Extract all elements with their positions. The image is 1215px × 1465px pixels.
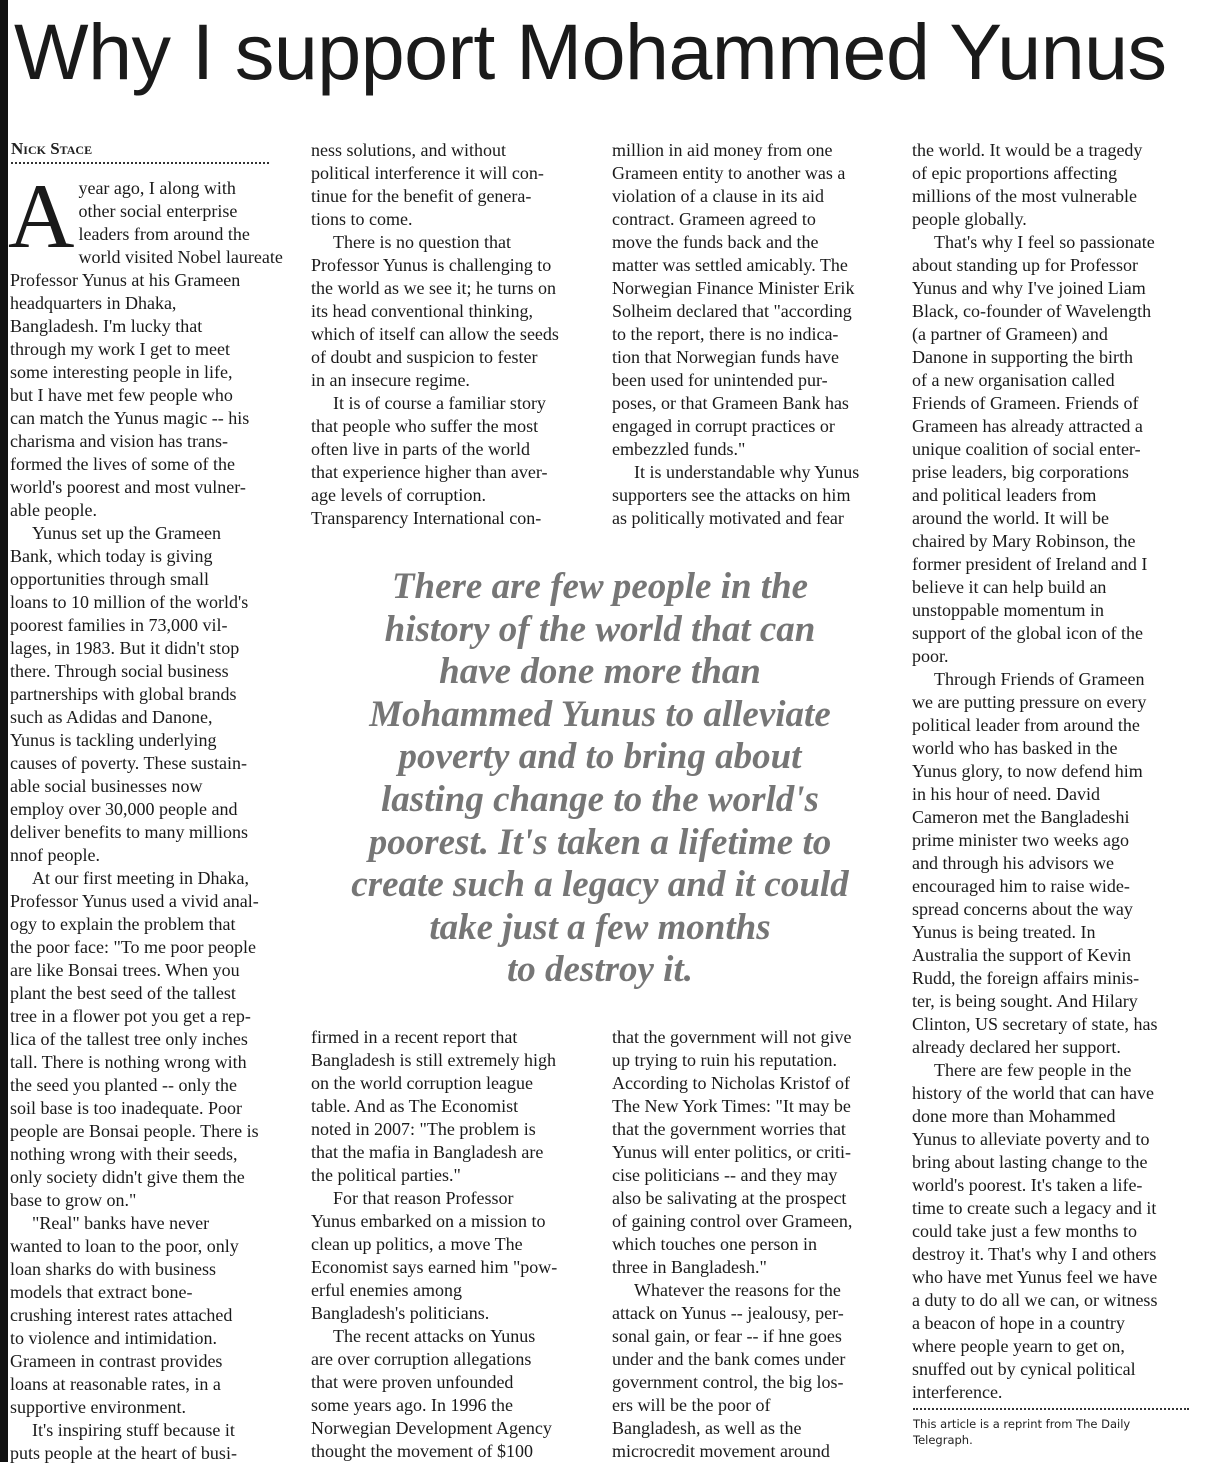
article-paragraph: the world. It would be a tragedy of epic proportions affecting millions of the most vulnerable people globally. xyxy=(912,140,1143,229)
article-paragraph: year ago, I along with other social enterprise leaders from around the world visited Nobel laureate Professor Yunus at his Grameen headquarters in Dhaka, Bangladesh. I'm lucky that through my work I get to meet some interesting people in life, but I have met few people who can match the Yunus magic -- his charisma and vision has trans- formed the lives of some of the world's poorest and most vulner- able people. xyxy=(10,178,283,520)
column-3-bottom xyxy=(612,1026,902,1463)
drop-cap: A xyxy=(8,165,75,267)
article-paragraph: Through Friends of Grameen we are putting pressure on every political leader from around the world who has basked in the Yunus glory, to now defend him in his hour of need. David Cameron met the Bangladeshi prime minister two weeks ago and through his advisors we encouraged him to raise wide- spread concerns about the way Yunus is being treated. In Australia the support of Kevin Rudd, the foreign affairs minis- ter, is being sought. And Hilary Clinton, US secretary of state, has already declared her support. xyxy=(912,669,1158,1057)
column-3-top xyxy=(612,139,902,530)
pull-quote: There are few people in the history of the world that can have done more than Mohammed Yunus to alleviate poverty and to bring about lasting change to the world's poorest. It's taken a lifetime to create such a legacy and it could take just a few months to destroy it. xyxy=(351,566,849,991)
article-paragraph: There is no question that Professor Yunus is challenging to the world as we see it; he turns on its head conventional thinking, which of itself can allow the seeds of doubt and suspicion to fester in an insecure regime. xyxy=(311,232,559,390)
article-paragraph: Yunus set up the Grameen Bank, which today is giving opportunities through small loans to 10 million of the world's poorest families in 73,000 vil- lages, in 1983. But it didn't stop there. Through social business partnerships with global brands such as Adidas and Danone, Yunus is tackling underlying causes of poverty. These sustain- able social businesses now employ over 30,000 people and deliver benefits to many millions nnof people. xyxy=(10,523,249,865)
column-4 xyxy=(912,139,1202,1404)
article-paragraph: ness solutions, and without political interference it will con- tinue for the benefit of genera- tions to come. xyxy=(311,140,544,229)
page-edge-bar xyxy=(0,0,8,1462)
article-paragraph: At our first meeting in Dhaka, Professor Yunus used a vivid anal- ogy to explain the problem that the poor face: "To me poor people are like Bonsai trees. When you plant the best seed of the tallest tree in a flower pot you get a rep- lica of the tallest tree only inches tall. There is nothing wrong with the seed you planted -- only the soil base is too inadequate. Poor people are Bonsai people. There is nothing wrong with their seeds, only society didn't give them the base to grow on." xyxy=(10,868,259,1210)
column-2-bottom xyxy=(311,1026,601,1463)
reprint-note: This article is a reprint from The Daily Telegraph. xyxy=(913,1408,1189,1448)
article-paragraph: It is of course a familiar story that people who suffer the most often live in parts of the world that experience higher than aver- age levels of corruption. Transparency International con- xyxy=(311,393,548,528)
column-1 xyxy=(8,165,300,1465)
article-paragraph: that the government will not give up trying to ruin his reputation. According to Nicholas Kristof of The New York Times: "It may be that the government worries that Yunus will enter politics, or criti- cise politicians -- and they may also be salivating at the prospect of gaining control over Grameen, which touches one person in three in Bangladesh." xyxy=(612,1027,853,1277)
article-paragraph: It's inspiring stuff because it puts people at the heart of busi- xyxy=(10,1420,237,1463)
article-paragraph: The recent attacks on Yunus are over corruption allegations that were proven unfounded some years ago. In 1996 the Norwegian Development Agency thought the movement of $100 xyxy=(311,1326,552,1461)
column-2-top xyxy=(311,139,601,530)
article-paragraph: firmed in a recent report that Bangladesh is still extremely high on the world corruption league table. And as The Economist noted in 2007: "The problem is that the mafia in Bangladesh are the political parties." xyxy=(311,1027,556,1185)
article-paragraph: There are few people in the history of the world that can have done more than Mohammed Yunus to alleviate poverty and to bring about lasting change to the world's poorest. It's taken a life- time to create such a legacy and it could take just a few months to destroy it. That's why I and others who have met Yunus feel we have a duty to do all we can, or witness a beacon of hope in a country where people yearn to get on, snuffed out by cynical political interference. xyxy=(912,1060,1158,1402)
headline: Why I support Mohammed Yunus xyxy=(14,7,1167,96)
byline: Nick Stace xyxy=(11,139,269,164)
article-paragraph: million in aid money from one Grameen entity to another was a violation of a clause in its aid contract. Grameen agreed to move the funds back and the matter was settled amicably. The Norwegian Finance Minister Erik Solheim declared that "according to the report, there is no indica- tion that Norwegian funds have been used for unintended pur- poses, or that Grameen Bank has engaged in corrupt practices or embezzled funds." xyxy=(612,140,855,459)
article-paragraph: It is understandable why Yunus supporters see the attacks on him as politically motivated and fear xyxy=(612,462,860,528)
article-paragraph: Whatever the reasons for the attack on Yunus -- jealousy, per- sonal gain, or fear -- if hne goes under and the bank comes under government control, the big los- ers will be the poor of Bangladesh, as well as the microcredit movement around xyxy=(612,1280,846,1461)
article-paragraph: "Real" banks have never wanted to loan to the poor, only loan sharks do with business models that extract bone- crushing interest rates attached to violence and intimidation. Grameen in contrast provides loans at reasonable rates, in a supportive environment. xyxy=(10,1213,239,1417)
article-paragraph: For that reason Professor Yunus embarked on a mission to clean up politics, a move The Economist says earned him "pow- erful enemies among Bangladesh's politicians. xyxy=(311,1188,558,1323)
article-paragraph: That's why I feel so passionate about standing up for Professor Yunus and why I've joined Liam Black, co-founder of Wavelength (a partner of Grameen) and Danone in supporting the birth of a new organisation called Friends of Grameen. Friends of Grameen has already attracted a unique coalition of social enter- prise leaders, big corporations and political leaders from around the world. It will be chaired by Mary Robinson, the former president of Ireland and I believe it can help build an unstoppable momentum in support of the global icon of the poor. xyxy=(912,232,1155,666)
